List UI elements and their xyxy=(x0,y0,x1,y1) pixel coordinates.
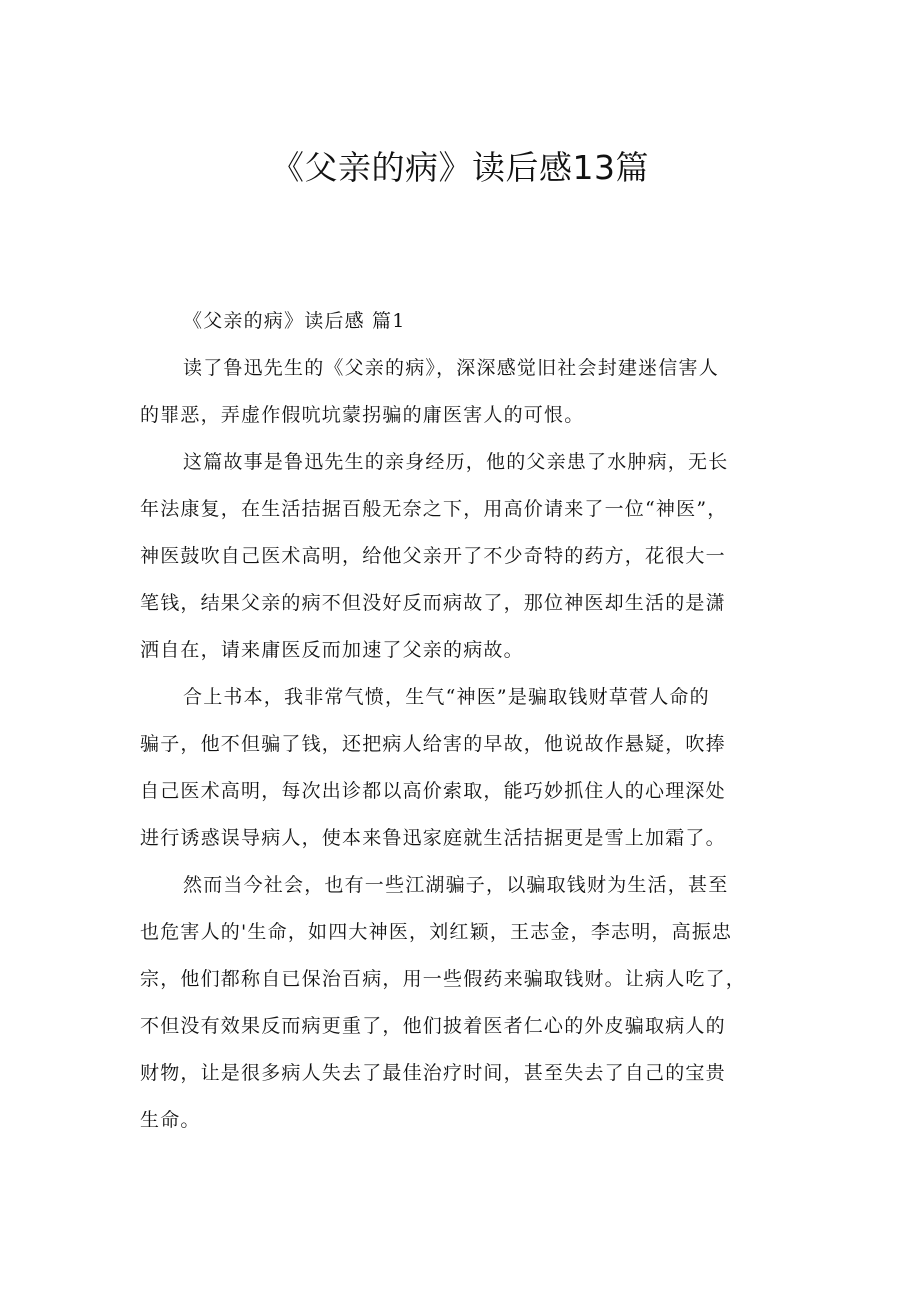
paragraph-line: 也危害人的'生命，如四大神医，刘红颖，王志金，李志明，高振忠 xyxy=(140,921,733,943)
paragraph-2 xyxy=(140,445,780,668)
paragraph-line: 财物，让是很多病人失去了最佳治疗时间，甚至失去了自己的宝贵 xyxy=(140,1062,726,1084)
document-body xyxy=(140,304,780,1138)
paragraph-line: 生命。 xyxy=(140,1109,201,1131)
paragraph-line: 然而当今社会，也有一些江湖骗子，以骗取钱财为生活，甚至 xyxy=(183,874,729,896)
paragraph-line: 读了鲁迅先生的《父亲的病》，深深感觉旧社会封建迷信害人 xyxy=(183,357,719,379)
document-title: 《父亲的病》读后感13篇 xyxy=(271,148,649,187)
paragraph-line: 年法康复，在生活拮据百般无奈之下，用高价请来了一位“神医”， xyxy=(140,498,728,520)
paragraph-4 xyxy=(140,868,780,1138)
paragraph-3 xyxy=(140,680,780,856)
paragraph-line: 神医鼓吹自己医术高明，给他父亲开了不少奇特的药方，花很大一 xyxy=(140,545,726,567)
paragraph-line: 洒自在，请来庸医反而加速了父亲的病故。 xyxy=(140,639,524,661)
paragraph-line: 合上书本，我非常气愤，生气“神医”是骗取钱财草菅人命的 xyxy=(183,686,710,708)
paragraph-line: 不但没有效果反而病更重了，他们披着医者仁心的外皮骗取病人的 xyxy=(140,1015,726,1037)
paragraph-line: 自己医术高明，每次出诊都以高价索取，能巧妙抓住人的心理深处 xyxy=(140,780,726,802)
paragraph-line: 骗子，他不但骗了钱，还把病人给害的早故，他说故作悬疑，吹捧 xyxy=(140,733,726,755)
section-heading: 《父亲的病》读后感 篇1 xyxy=(183,310,406,332)
paragraph-line: 笔钱，结果父亲的病不但没好反而病故了，那位神医却生活的是潇 xyxy=(140,592,726,614)
paragraph-line: 的罪恶，弄虚作假吭坑蒙拐骗的庸医害人的可恨。 xyxy=(140,404,585,426)
paragraph-line: 进行诱惑误导病人，使本来鲁迅家庭就生活拮据更是雪上加霜了。 xyxy=(140,827,726,849)
paragraph-line: 这篇故事是鲁迅先生的亲身经历，他的父亲患了水肿病，无长 xyxy=(183,451,729,473)
paragraph-line: 宗，他们都称自已保治百病，用一些假药来骗取钱财。让病人吃了， xyxy=(140,968,747,990)
paragraph-1 xyxy=(140,351,780,433)
